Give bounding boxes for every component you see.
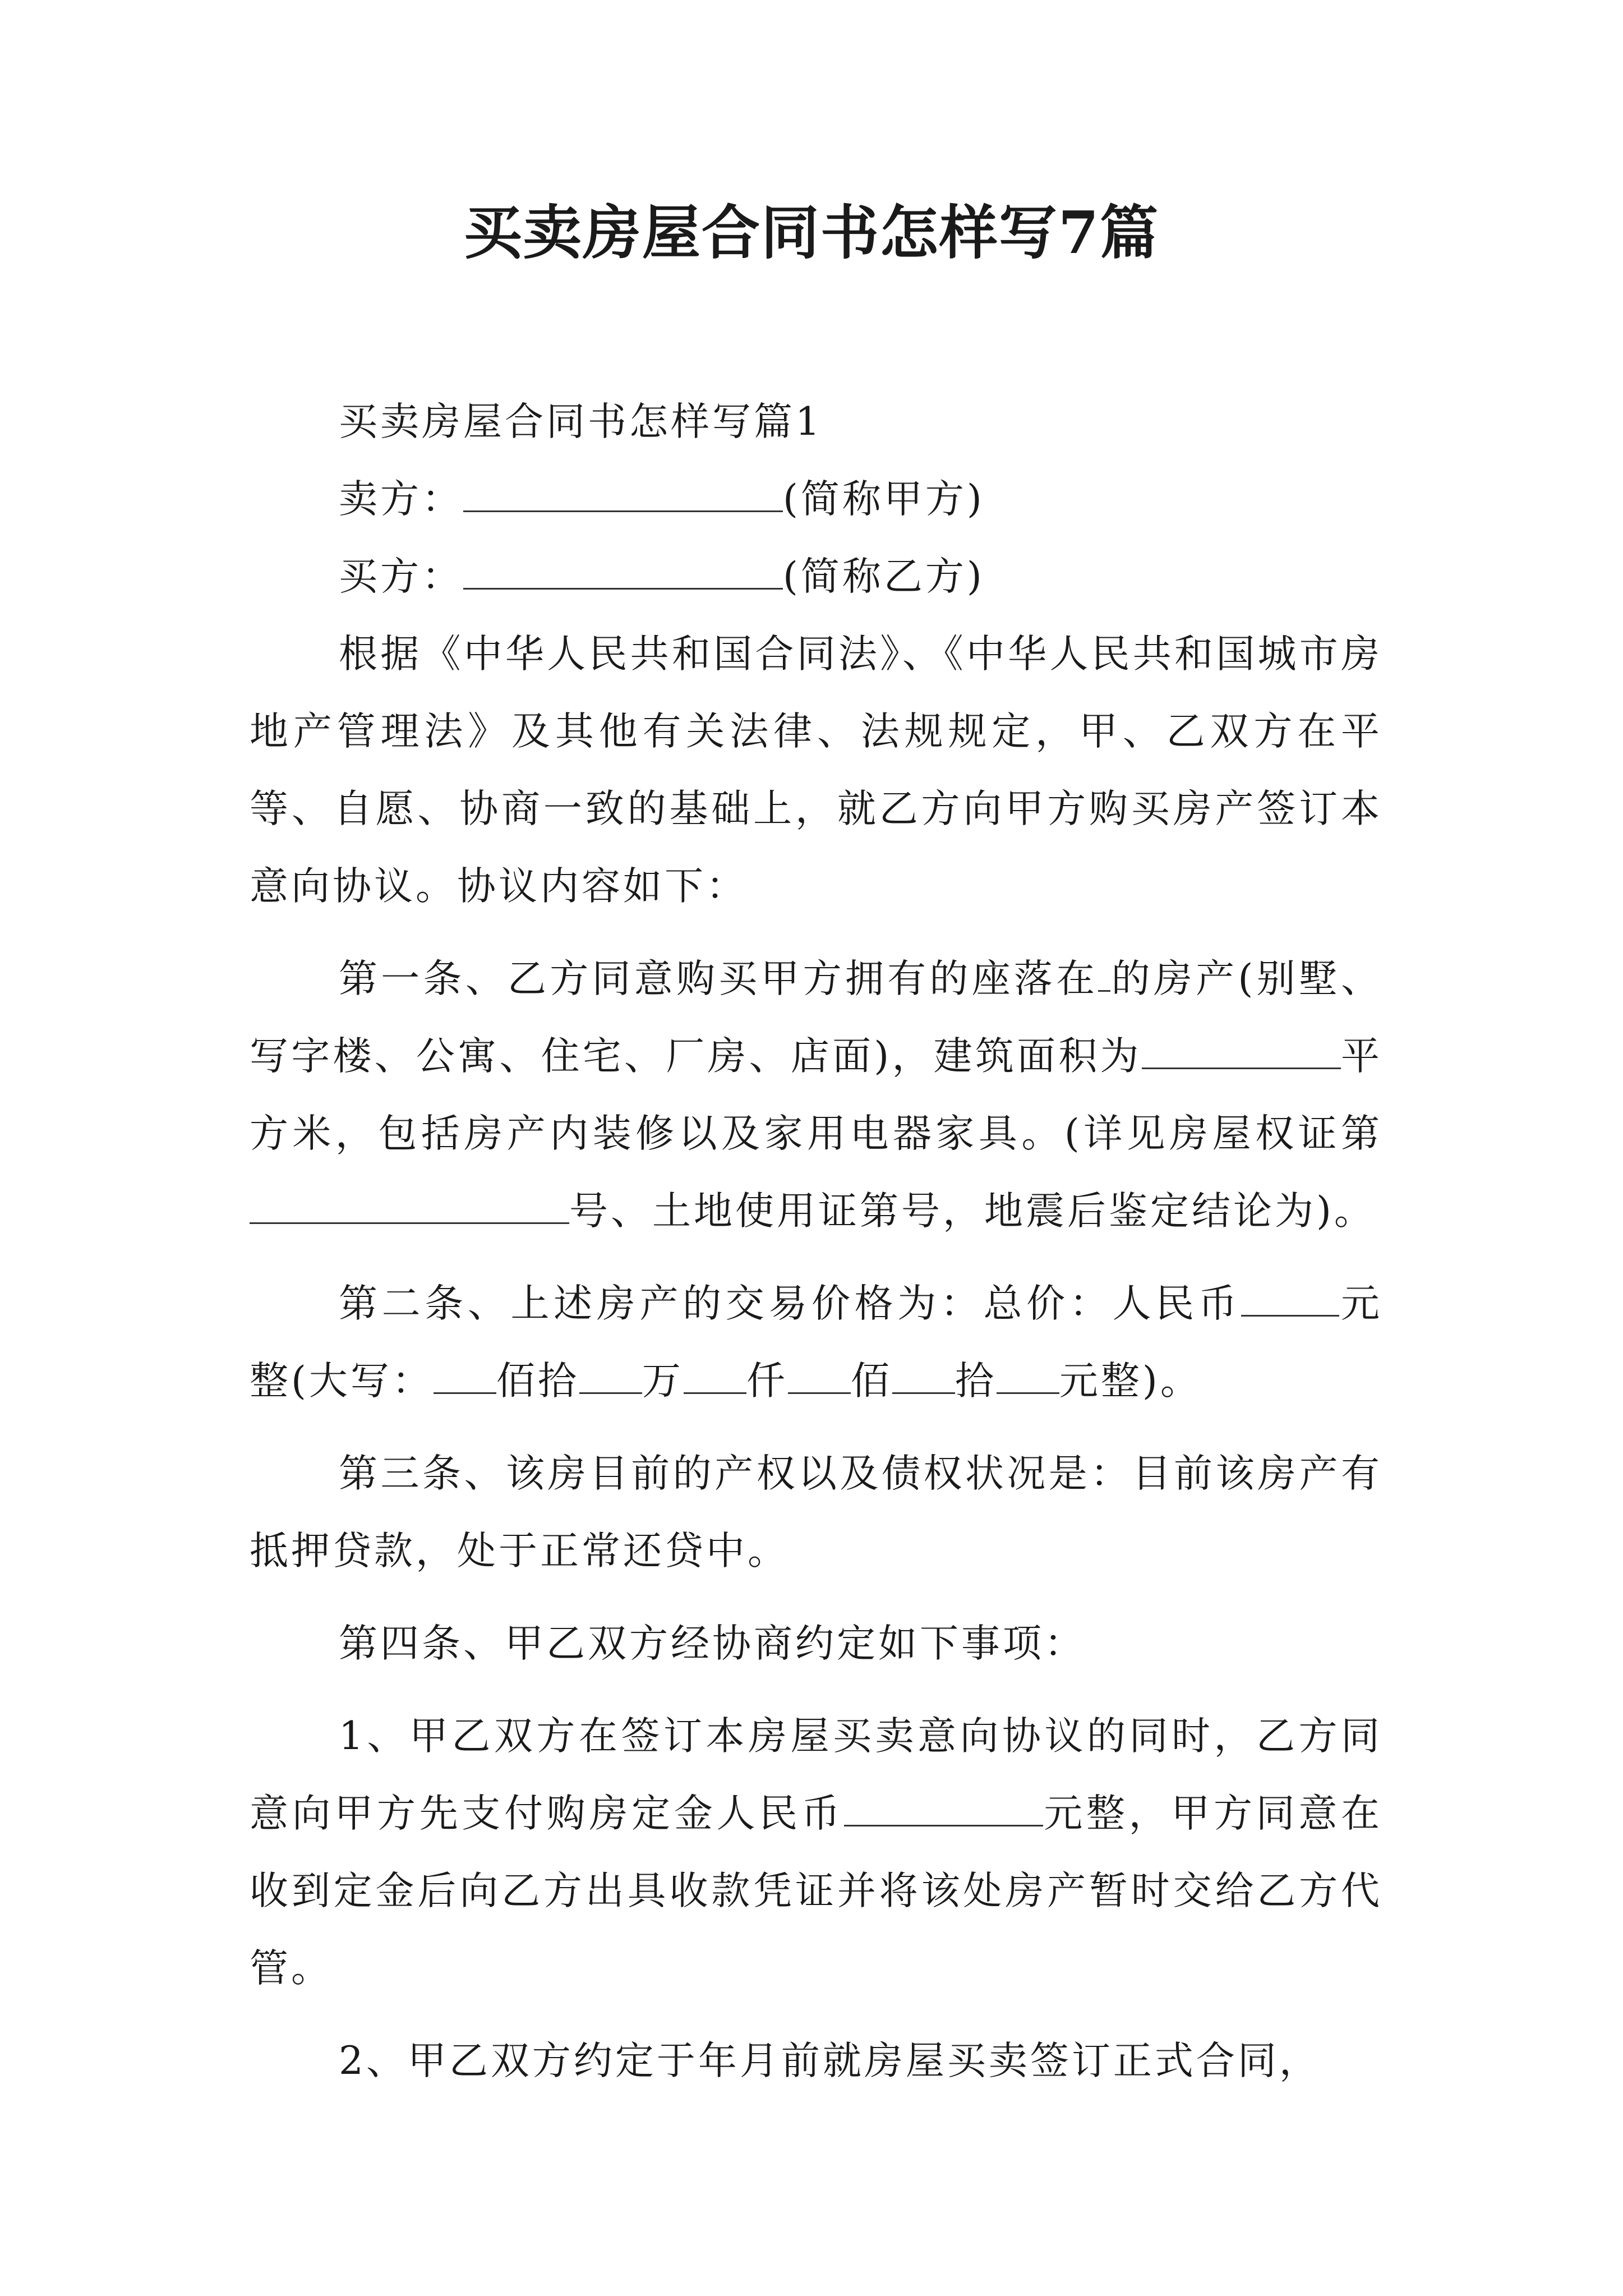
article-1-part-2: 的房产(别墅、写字楼、公寓、住宅、厂房、店面)，建筑面积为 [250, 956, 1383, 1079]
article-1-part-3: 平方米，包括房产内装修以及家用电器家具。(详见房屋权证第 [250, 1034, 1383, 1156]
amount-blank-1[interactable] [434, 1358, 496, 1394]
document-body [250, 383, 1382, 2100]
preamble-paragraph: 根据《中华人民共和国合同法》、《中华人民共和国城市房地产管理法》及其他有关法律、法规规定，甲、乙双方在平等、自愿、协商一致的基础上，就乙方向甲方购买房产签订本意向协议。协议内容如下： [250, 632, 1382, 909]
article-4-paragraph: 第四条、甲乙双方经协商约定如下事项： [339, 1621, 1086, 1666]
unit-bai: 佰 [850, 1359, 892, 1404]
location-blank[interactable] [1098, 955, 1110, 992]
item-1-paragraph [250, 1697, 1382, 2007]
seller-line [250, 461, 1382, 538]
buyer-suffix: (简称乙方) [783, 554, 985, 599]
unit-yuan-zheng: 元整)。 [1059, 1359, 1202, 1404]
article-1-part-4: 号、土地使用证第号，地震后鉴定结论为)。 [569, 1189, 1376, 1234]
amount-blank-2[interactable] [579, 1358, 642, 1394]
total-price-blank[interactable] [1241, 1280, 1339, 1317]
deposit-amount-blank[interactable] [844, 1790, 1043, 1826]
amount-blank-4[interactable] [788, 1358, 851, 1394]
seller-name-blank[interactable] [463, 476, 783, 512]
amount-blank-6[interactable] [997, 1358, 1059, 1394]
buyer-label: 买方： [339, 554, 463, 599]
item-1-part-1: 1、甲乙双方在签订本房屋买卖意向协议的同时，乙方同意向甲方先支付购房定金人民币 [250, 1714, 1382, 1836]
article-2-paragraph [250, 1265, 1382, 1420]
certificate-number-blank[interactable] [250, 1188, 569, 1224]
article-1-part-1: 第一条、乙方同意购买甲方拥有的座落在 [339, 956, 1099, 1001]
article-1-paragraph [250, 940, 1382, 1250]
article-2-part-2: 元整(大写： [250, 1281, 1383, 1404]
item-2-paragraph: 2、甲乙双方约定于年月前就房屋买卖签订正式合同， [339, 2039, 1321, 2083]
buyer-name-blank[interactable] [463, 553, 783, 590]
unit-qian: 仟 [746, 1359, 788, 1404]
item-1-part-2: 元整，甲方同意在收到定金后向乙方出具收款凭证并将该处房产暂时交给乙方代管。 [250, 1791, 1383, 1991]
amount-blank-3[interactable] [684, 1358, 746, 1394]
unit-bai-shi: 佰拾 [496, 1359, 579, 1404]
article-3-paragraph: 第三条、该房目前的产权以及债权状况是：目前该房产有抵押贷款，处于正常还贷中。 [250, 1451, 1382, 1573]
unit-wan: 万 [642, 1359, 684, 1404]
document-title: 买卖房屋合同书怎样写7篇 [463, 198, 1160, 267]
section-heading: 买卖房屋合同书怎样写篇1 [339, 399, 823, 444]
seller-suffix: (简称甲方) [783, 477, 985, 522]
seller-label: 卖方： [339, 477, 463, 522]
article-2-part-1: 第二条、上述房产的交易价格为：总价：人民币 [339, 1281, 1242, 1326]
buyer-line [250, 538, 1382, 615]
area-blank[interactable] [1142, 1033, 1341, 1069]
unit-shi: 拾 [955, 1359, 997, 1404]
amount-blank-5[interactable] [892, 1358, 955, 1394]
